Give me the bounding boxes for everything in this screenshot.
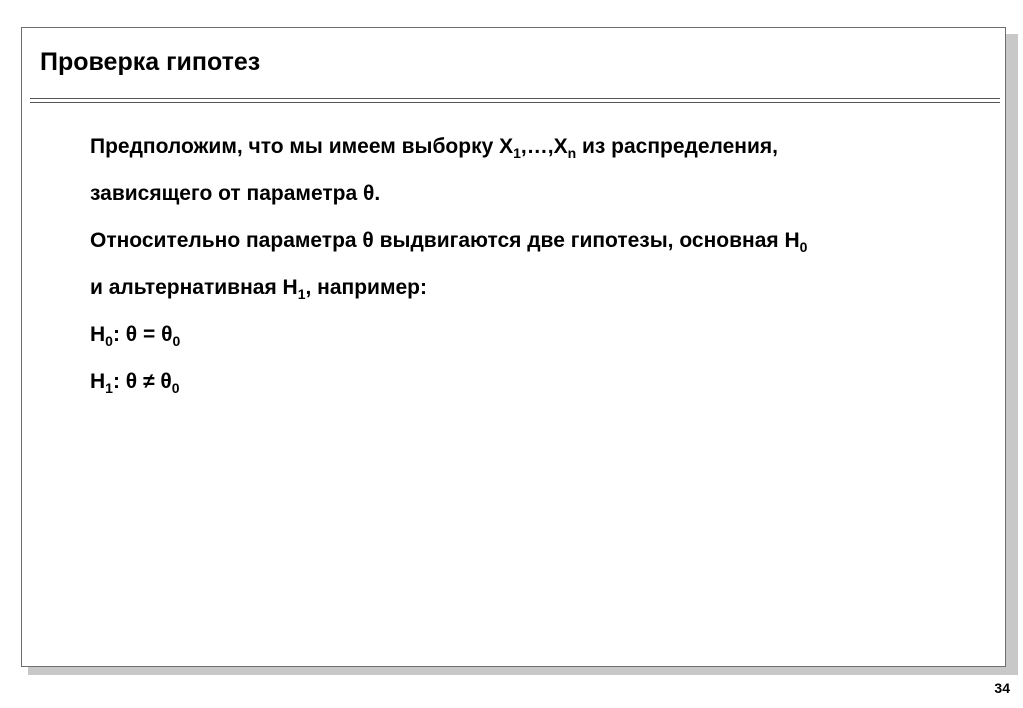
line4-text-b: , например:: [305, 276, 427, 299]
h0-subscript-b: 0: [172, 333, 181, 349]
h1-text-a: H: [90, 370, 106, 393]
h0-subscript-a: 0: [105, 333, 113, 349]
hypothesis-h0: [90, 311, 995, 358]
line3-subscript-a: 0: [799, 239, 808, 255]
title-divider-top: [30, 98, 1000, 99]
line3-text-a: Относительно параметра θ выдвигаются две гипотезы, основная H: [90, 229, 800, 252]
page-number: 34: [994, 680, 1010, 696]
body-line-3: [90, 217, 995, 264]
h1-subscript-a: 1: [105, 380, 113, 396]
line4-subscript-a: 1: [297, 286, 306, 302]
line1-subscript-b: n: [567, 145, 577, 161]
line1-text-a: Предположим, что мы имеем выборку X: [90, 135, 514, 158]
hypothesis-h1: [90, 358, 995, 405]
line1-text-c: из распределения,: [576, 135, 778, 158]
line4-text-a: и альтернативная H: [90, 276, 298, 299]
h0-text-a: H: [90, 323, 106, 346]
body-line-2: зависящего от параметра θ.: [90, 182, 381, 205]
body-line-1: [90, 123, 995, 170]
h0-text-b: : θ = θ: [112, 323, 173, 346]
title-divider-bottom: [30, 102, 1000, 103]
slide-body: [90, 123, 995, 405]
h1-subscript-b: 0: [171, 380, 180, 396]
slide-frame: [21, 27, 1006, 667]
slide-title: Проверка гипотез: [40, 48, 261, 76]
line1-text-b: ,…,X: [520, 135, 568, 158]
body-line-4: [90, 264, 995, 311]
line1-subscript-a: 1: [513, 145, 521, 161]
h1-text-b: : θ ≠ θ: [112, 370, 172, 393]
